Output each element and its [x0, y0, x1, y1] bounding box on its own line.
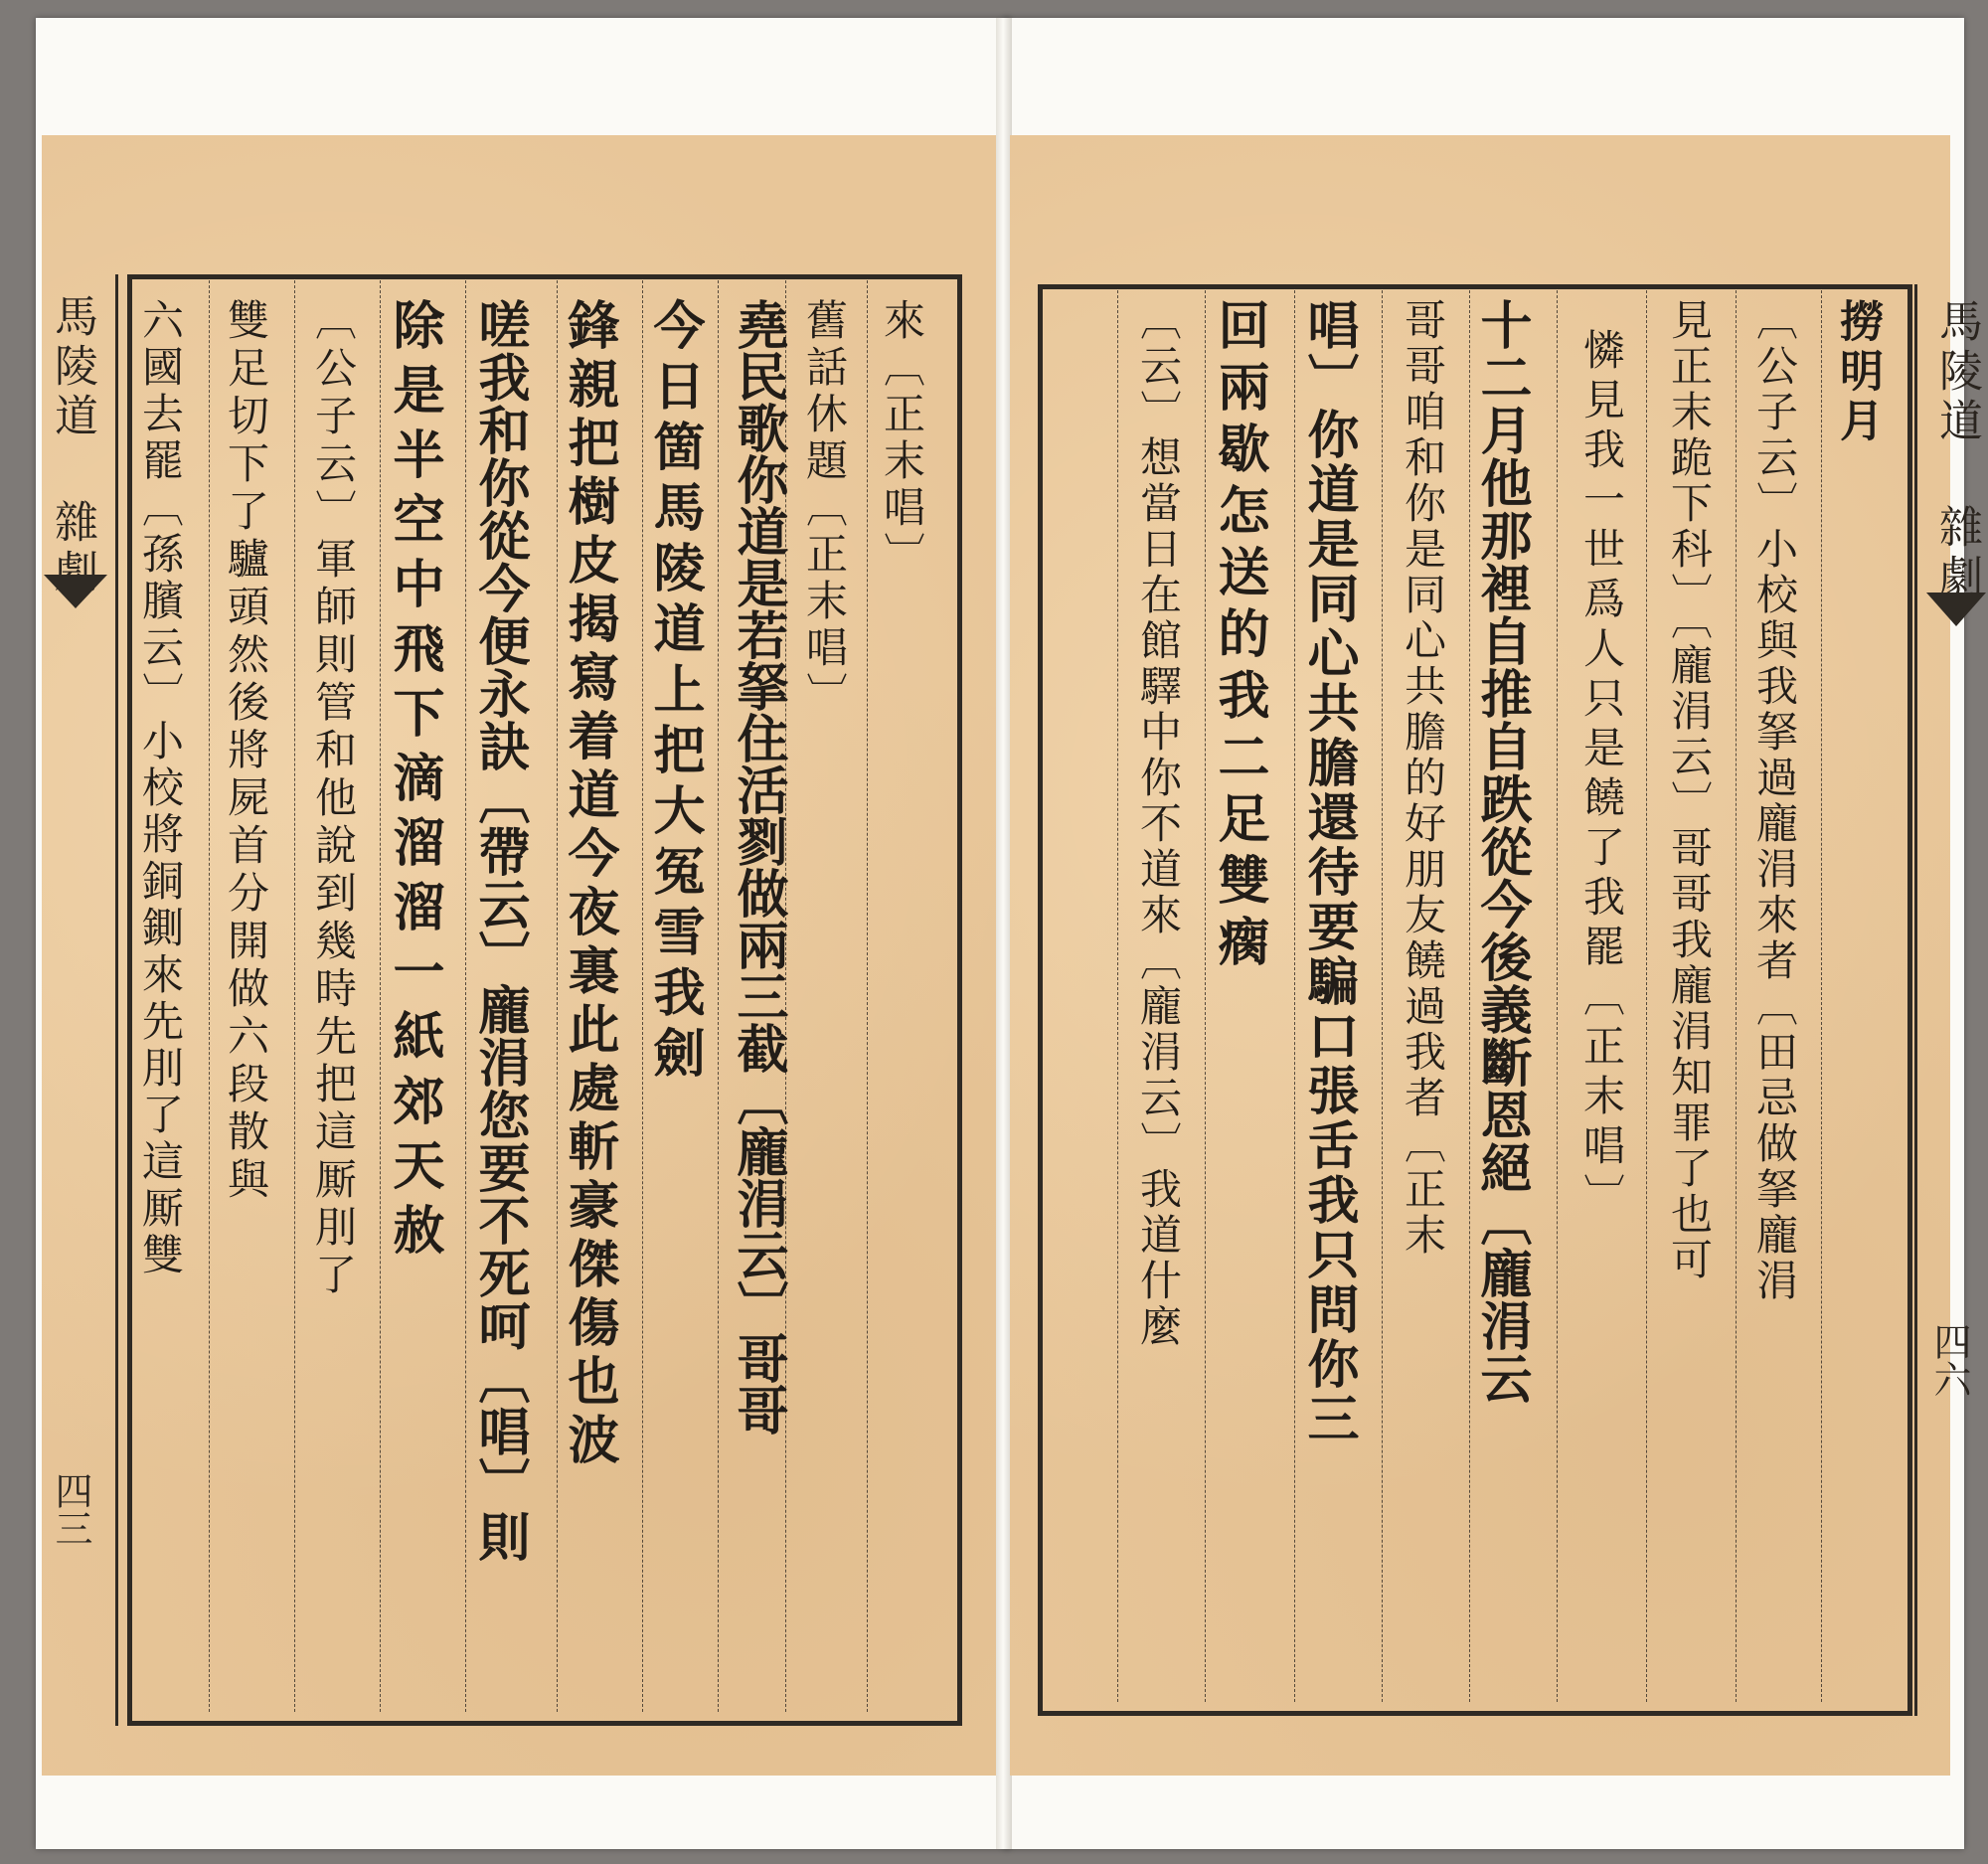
- right-column-6: 哥哥咱和你是同心共膽的好朋友饒過我者〔正末: [1399, 298, 1447, 1259]
- right-column-4: 憐見我一世爲人只是饒了我罷〔正末唱〕: [1577, 328, 1626, 1223]
- right-column-1-tune-title: 撈明月: [1832, 298, 1883, 447]
- right-column-8: 回兩歇怎送的我二足雙瘸: [1209, 298, 1269, 976]
- left-column-4: 今日箇馬陵道上把大冤雪我劍: [644, 298, 705, 1087]
- left-column-5: 鋒親把樹皮揭寫着道今夜裏此處斬豪傑傷也波: [559, 298, 619, 1471]
- left-fold-rule: [115, 274, 118, 1726]
- left-leaf-number: 四三: [49, 1471, 92, 1547]
- left-column-8: 〔公子云〕軍師則管和他說到幾時先把這厮刖了: [309, 298, 358, 1300]
- right-column-5: 十二月他那裡自推自跌從今後義斷恩絕〔龐涓云: [1471, 298, 1532, 1405]
- left-column-6: 嗟我和你從今便永訣〔帶云〕龐涓您要不死呵〔唱〕則: [469, 298, 530, 1563]
- fish-tail-mark-icon: [44, 575, 107, 608]
- left-column-7: 除是半空中飛下滴溜溜一紙郊天赦: [384, 298, 444, 1268]
- left-margin-title: 馬陵道 雜劇: [47, 293, 97, 598]
- right-column-9: 〔云〕想當日在館驛中你不道來〔龐涓云〕我道什麼: [1134, 298, 1183, 1350]
- left-column-2: 舊話休題〔正末唱〕: [800, 298, 849, 719]
- fish-tail-mark-icon-right: [1926, 593, 1986, 626]
- left-column-10: 六國去罷〔孫臏云〕小校將銅鍘來先刖了這厮雙: [136, 298, 185, 1279]
- left-column-3: 堯民歌你道是若拏住活剹做兩三截〔龐涓云〕哥哥: [728, 298, 788, 1436]
- left-column-9: 雙足切下了驢頭然後將屍首分開做六段散與: [222, 298, 270, 1205]
- right-fold-rule: [1914, 284, 1917, 1716]
- right-leaf-number: 四六: [1927, 1322, 1971, 1398]
- left-column-1: 來〔正末唱〕: [878, 298, 926, 579]
- right-column-2: 〔公子云〕小校與我拏過龐涓來者〔田忌做拏龐涓: [1750, 298, 1799, 1304]
- right-column-3: 見正末跪下科〕〔龐涓云〕哥哥我龐涓知罪了也可: [1665, 298, 1714, 1283]
- right-column-7: 唱〕你道是同心共膽還待要騙口張舌我只問你三: [1298, 298, 1359, 1446]
- right-margin-title: 馬陵道 雜劇: [1931, 298, 1982, 603]
